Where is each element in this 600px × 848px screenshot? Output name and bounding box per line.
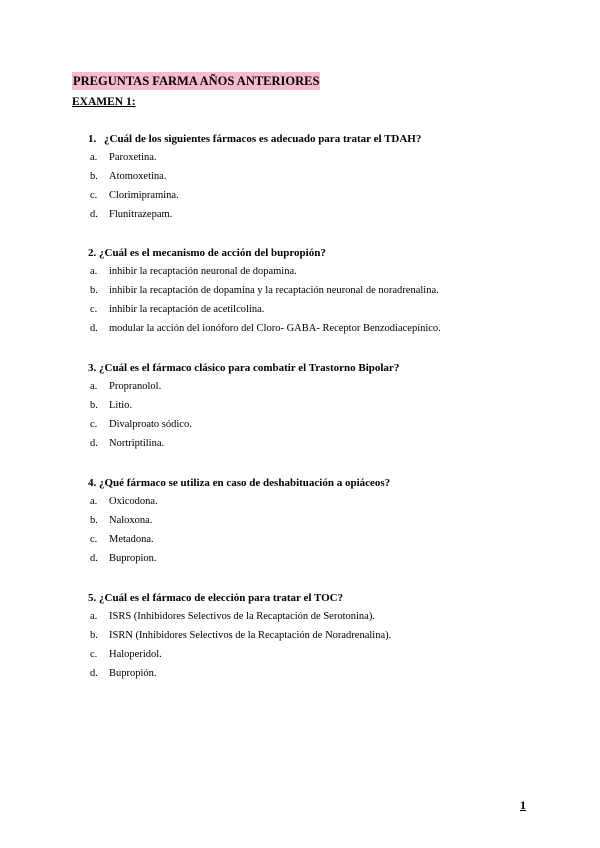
question-5 xyxy=(72,591,532,686)
option-1c xyxy=(72,189,532,208)
option-text: Atomoxetina. xyxy=(109,171,167,182)
question-5-text: ¿Cuál es el fármaco de elección para tratar el TOC? xyxy=(99,592,344,604)
question-2-heading xyxy=(72,246,532,260)
page-title: PREGUNTAS FARMA AÑOS ANTERIORES xyxy=(73,74,320,88)
option-text: Clorimipramina. xyxy=(109,190,179,201)
option-1d xyxy=(72,208,532,227)
option-4b xyxy=(72,514,532,533)
question-3 xyxy=(72,361,532,456)
question-4-heading xyxy=(72,476,532,490)
option-2c xyxy=(72,303,532,322)
option-text: inhibir la recaptación de acetilcolina. xyxy=(109,304,265,315)
option-4c xyxy=(72,533,532,552)
question-2 xyxy=(72,246,532,341)
question-5-number: 5. xyxy=(88,592,97,604)
option-5c xyxy=(72,648,532,667)
option-letter: a. xyxy=(90,611,98,622)
option-text: modular la acción del ionóforo del Cloro- GABA- Receptor Benzodiacepínico. xyxy=(109,323,441,334)
page-number: 1 xyxy=(520,798,526,812)
option-5d xyxy=(72,667,532,686)
option-1b xyxy=(72,170,532,189)
option-5b xyxy=(72,629,532,648)
option-letter: b. xyxy=(90,171,98,182)
option-letter: a. xyxy=(90,496,98,507)
option-letter: a. xyxy=(90,266,98,277)
option-letter: c. xyxy=(90,419,98,430)
option-text: Divalproato sódico. xyxy=(109,419,192,430)
question-3-number: 3. xyxy=(88,362,97,374)
option-3b xyxy=(72,399,532,418)
option-text: Naloxona. xyxy=(109,515,153,526)
option-3d xyxy=(72,437,532,456)
option-letter: d. xyxy=(90,553,98,564)
option-text: Haloperidol. xyxy=(109,649,162,660)
option-3a xyxy=(72,380,532,399)
option-letter: d. xyxy=(90,323,98,334)
option-letter: b. xyxy=(90,630,98,641)
question-2-number: 2. xyxy=(88,247,97,259)
option-text: Oxicodona. xyxy=(109,496,158,507)
option-text: Bupropion. xyxy=(109,553,157,564)
option-letter: c. xyxy=(90,534,98,545)
option-text: Bupropión. xyxy=(109,668,157,679)
option-text: inhibir la recaptación neuronal de dopamina. xyxy=(109,266,297,277)
option-letter: a. xyxy=(90,152,98,163)
option-letter: d. xyxy=(90,668,98,679)
option-text: ISRS (Inhibidores Selectivos de la Recaptación de Serotonina). xyxy=(109,611,375,622)
question-2-options xyxy=(72,265,532,341)
option-text: Flunitrazepam. xyxy=(109,209,173,220)
question-4-number: 4. xyxy=(88,477,97,489)
option-letter: b. xyxy=(90,285,98,296)
option-text: Nortriptilina. xyxy=(109,438,165,449)
question-5-heading xyxy=(72,591,532,605)
option-text: Metadona. xyxy=(109,534,154,545)
question-4-options xyxy=(72,495,532,571)
option-letter: a. xyxy=(90,381,98,392)
question-3-heading xyxy=(72,361,532,375)
option-4d xyxy=(72,552,532,571)
question-1-number: 1. xyxy=(88,133,97,145)
question-3-text: ¿Cuál es el fármaco clásico para combatir el Trastorno Bipolar? xyxy=(99,362,400,374)
question-4 xyxy=(72,476,532,571)
question-2-text: ¿Cuál es el mecanismo de acción del bupropión? xyxy=(99,247,326,259)
option-text: Propranolol. xyxy=(109,381,162,392)
option-2b xyxy=(72,284,532,303)
option-text: ISRN (Inhibidores Selectivos de la Recaptación de Noradrenalina). xyxy=(109,630,392,641)
option-1a xyxy=(72,151,532,170)
option-letter: d. xyxy=(90,438,98,449)
option-text: Paroxetina. xyxy=(109,152,157,163)
question-4-text: ¿Qué fármaco se utiliza en caso de deshabituación a opiáceos? xyxy=(99,477,391,489)
option-letter: b. xyxy=(90,515,98,526)
question-3-options xyxy=(72,380,532,456)
option-5a xyxy=(72,610,532,629)
option-text: Litio. xyxy=(109,400,133,411)
option-letter: c. xyxy=(90,304,98,315)
question-5-options xyxy=(72,610,532,686)
option-letter: b. xyxy=(90,400,98,411)
option-2a xyxy=(72,265,532,284)
question-1 xyxy=(72,132,532,227)
option-text: inhibir la recaptación de dopamina y la recaptación neuronal de noradrenalina. xyxy=(109,285,439,296)
question-1-text: ¿Cuál de los siguientes fármacos es adecuado para tratar el TDAH? xyxy=(104,133,422,145)
option-letter: c. xyxy=(90,649,98,660)
question-1-options xyxy=(72,151,532,227)
option-3c xyxy=(72,418,532,437)
option-4a xyxy=(72,495,532,514)
option-letter: d. xyxy=(90,209,98,220)
question-1-heading xyxy=(72,132,532,146)
option-2d xyxy=(72,322,532,341)
option-letter: c. xyxy=(90,190,98,201)
exam-heading: EXAMEN 1: xyxy=(72,96,136,108)
